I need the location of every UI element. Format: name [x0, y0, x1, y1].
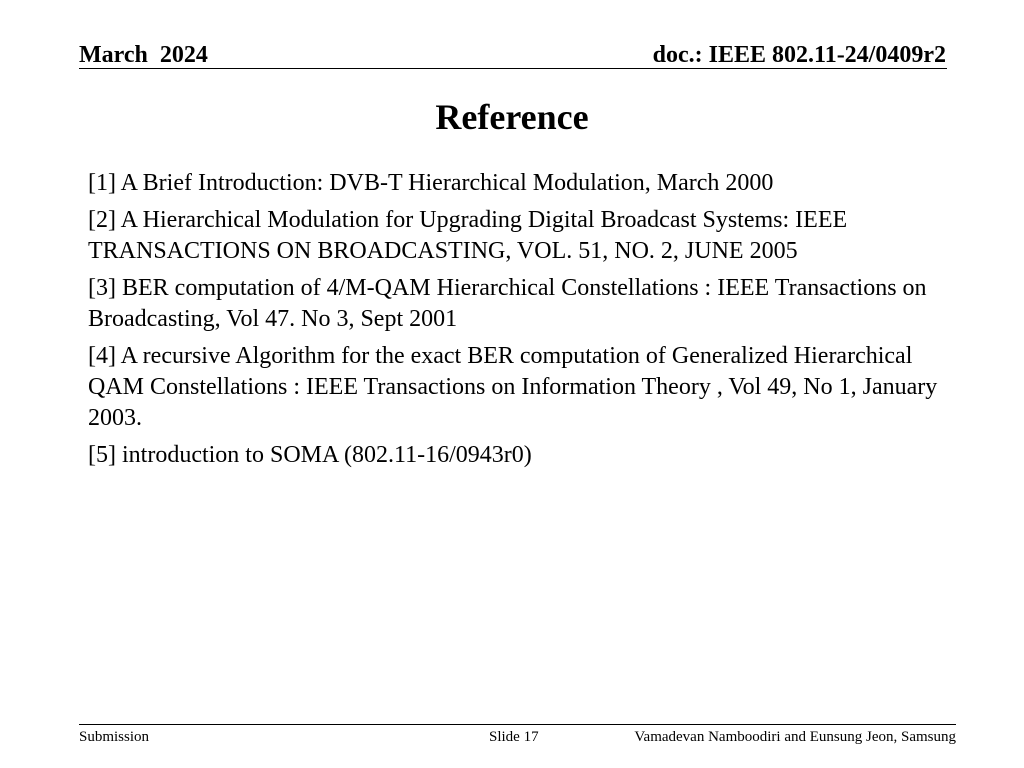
slide-title: Reference [435, 97, 589, 137]
reference-item-3: [3] BER computation of 4/M-QAM Hierarchical Constellations : IEEE Transactions on Broadcasting, Vol 47. No 3, Sept 2001 [88, 275, 927, 332]
reference-list [88, 168, 938, 477]
header-doc-id: doc.: IEEE 802.11-24/0409r2 [652, 42, 946, 68]
header-rule [79, 68, 947, 69]
footer-slide-number: Slide 17 [489, 729, 539, 745]
reference-item-1: [1] A Brief Introduction: DVB-T Hierarchical Modulation, March 2000 [88, 170, 774, 196]
footer-submission: Submission [79, 729, 150, 745]
reference-item-4: [4] A recursive Algorithm for the exact BER computation of Generalized Hierarchical QAM Constellations : IEEE Transactions on Information Theory , Vol 49, No 1, January 2003. [88, 343, 938, 431]
header-date: March 2024 [79, 42, 208, 68]
footer-author: Vamadevan Namboodiri and Eunsung Jeon, Samsung [634, 729, 956, 745]
reference-item-5: [5] introduction to SOMA (802.11-16/0943r0) [88, 442, 532, 468]
reference-item-2: [2] A Hierarchical Modulation for Upgrading Digital Broadcast Systems: IEEE TRANSACTIONS ON BROADCASTING, VOL. 51, NO. 2, JUNE 2005 [88, 207, 848, 264]
footer-rule [79, 724, 956, 725]
